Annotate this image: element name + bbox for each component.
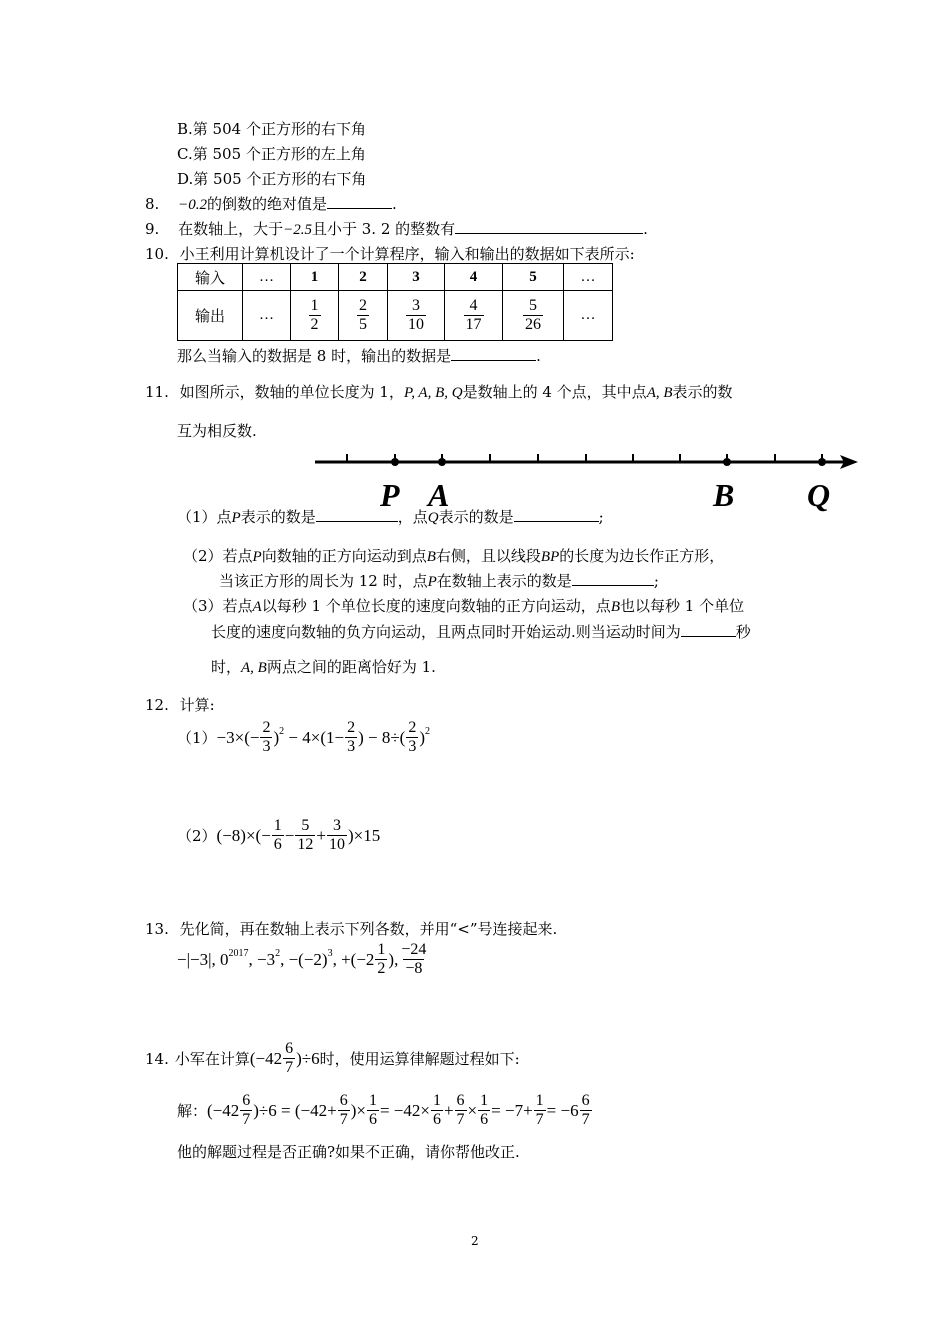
question-number: 10. <box>145 245 169 263</box>
table-cell: $\frac{5}{26}$ <box>503 291 564 341</box>
question-12: 12. 计算: <box>145 696 215 714</box>
question-11-part3: （3）若点A以每秒 1 个单位长度的速度向数轴的正方向运动，点B也以每秒 1 个单位 <box>183 597 745 615</box>
question-14-solution: 解： (−42 $\frac{6}{7}$ )÷6 = (−42+ $\frac{6}{7}$ )× $\frac{1}{6}$ = −42× $\frac{1}{6}$ + $\frac{6}{7}$ × $\frac{1}{6}$ = −7+ $\frac{1}{7}$ = −6 $\frac{6}{7}$ <box>177 1092 590 1128</box>
question-number: 14. <box>145 1049 169 1068</box>
input-label: 输入 <box>178 264 243 291</box>
question-12-part1: （1） −3×(− $\frac{2}{3}$ )$^2$ − 4×(1− $\frac{2}{3}$ ) − 8÷( $\frac{2}{3}$ )$^2$ <box>177 719 431 755</box>
table-cell: 1 <box>291 264 339 291</box>
question-11-line2: 互为相反数. <box>177 422 257 440</box>
answer-blank[interactable] <box>681 622 736 637</box>
question-11: 11. 如图所示，数轴的单位长度为 1，P, A, B, Q是数轴上的 4 个点，其中点A, B表示的数 <box>145 383 733 401</box>
table-cell: 3 <box>388 264 445 291</box>
answer-blank[interactable] <box>451 346 536 361</box>
question-11-part2: （2）若点P向数轴的正方向运动到点B右侧，且以线段BP的长度为边长作正方形， <box>183 547 725 565</box>
answer-blank[interactable] <box>316 507 398 522</box>
point-q <box>818 458 826 466</box>
table-cell: 2 <box>339 264 388 291</box>
output-label: 输出 <box>178 291 243 341</box>
math-expr: −2.5 <box>283 222 312 238</box>
question-9: 9. 在数轴上，大于−2.5且小于 3. 2 的整数有 . <box>145 220 648 238</box>
question-number: 11. <box>145 383 169 401</box>
page-number: 2 <box>471 1234 479 1248</box>
question-14-ask: 他的解题过程是否正确?如果不正确，请你帮他改正. <box>177 1143 520 1161</box>
question-10: 10. 小王利用计算机设计了一个计算程序，输入和输出的数据如下表所示: <box>145 245 635 263</box>
table-cell: $\frac{4}{17}$ <box>445 291 503 341</box>
question-10-followup: 那么当输入的数据是 8 时，输出的数据是 . <box>177 347 541 365</box>
output-row <box>178 291 613 341</box>
question-12-part2: （2） (−8)×(− $\frac{1}{6}$ − $\frac{5}{12}$ + $\frac{3}{10}$ )×15 <box>177 817 381 853</box>
table-cell: $\frac{2}{5}$ <box>339 291 388 341</box>
question-13-expr: −|−3|, $0^{2017}$, $-3^2$, $-(-2)^3$, +(−2 $\frac{1}{2}$ ), $\frac{-24}{-8}$ <box>177 941 427 977</box>
table-cell: $\frac{1}{2}$ <box>291 291 339 341</box>
label-p: P <box>380 477 400 513</box>
point-p <box>391 458 399 466</box>
label-q: Q <box>807 477 831 513</box>
table-cell: … <box>564 264 613 291</box>
question-11-part2-line2: 当该正方形的周长为 12 时，点P在数轴上表示的数是 ; <box>219 572 659 590</box>
question-number: 13. <box>145 920 169 938</box>
question-11-part3-line2: 长度的速度向数轴的负方向运动，且两点同时开始运动.则当运动时间为 秒 <box>211 623 751 641</box>
table-cell: 4 <box>445 264 503 291</box>
question-number: 8. <box>145 195 160 213</box>
option-c: C.第 505 个正方形的左上角 <box>177 145 366 163</box>
point-b <box>723 458 731 466</box>
table-cell: … <box>243 291 291 341</box>
question-14: 14. 小军在计算 (−42 $\frac{6}{7}$ )÷6 时，使用运算律解题过程如下: <box>145 1040 520 1076</box>
table-cell: … <box>243 264 291 291</box>
option-d: D.第 505 个正方形的右下角 <box>177 170 367 188</box>
table-cell: … <box>564 291 613 341</box>
label-a: A <box>428 477 450 513</box>
answer-blank[interactable] <box>572 571 654 586</box>
question-number: 9. <box>145 220 160 238</box>
option-b: B.第 504 个正方形的右下角 <box>177 120 366 138</box>
question-13: 13. 先化简，再在数轴上表示下列各数，并用“<”号连接起来. <box>145 920 558 938</box>
label-b: B <box>713 477 735 513</box>
answer-blank[interactable] <box>327 194 392 209</box>
question-number: 12. <box>145 696 169 714</box>
table-cell: 5 <box>503 264 564 291</box>
point-a <box>438 458 446 466</box>
question-11-part3-line3: 时，A, B两点之间的距离恰好为 1. <box>211 658 436 676</box>
question-8: 8. −0.2的倒数的绝对值是 . <box>145 195 397 213</box>
answer-blank[interactable] <box>514 507 599 522</box>
input-row <box>178 264 613 291</box>
question-text: 的倒数的绝对值是 <box>206 195 327 213</box>
question-11-part1: （1）点P表示的数是 ，点Q表示的数是 ; <box>177 508 604 526</box>
io-table <box>177 263 613 341</box>
answer-blank[interactable] <box>455 219 643 234</box>
table-cell: $\frac{3}{10}$ <box>388 291 445 341</box>
math-expr: −0.2 <box>178 197 207 213</box>
